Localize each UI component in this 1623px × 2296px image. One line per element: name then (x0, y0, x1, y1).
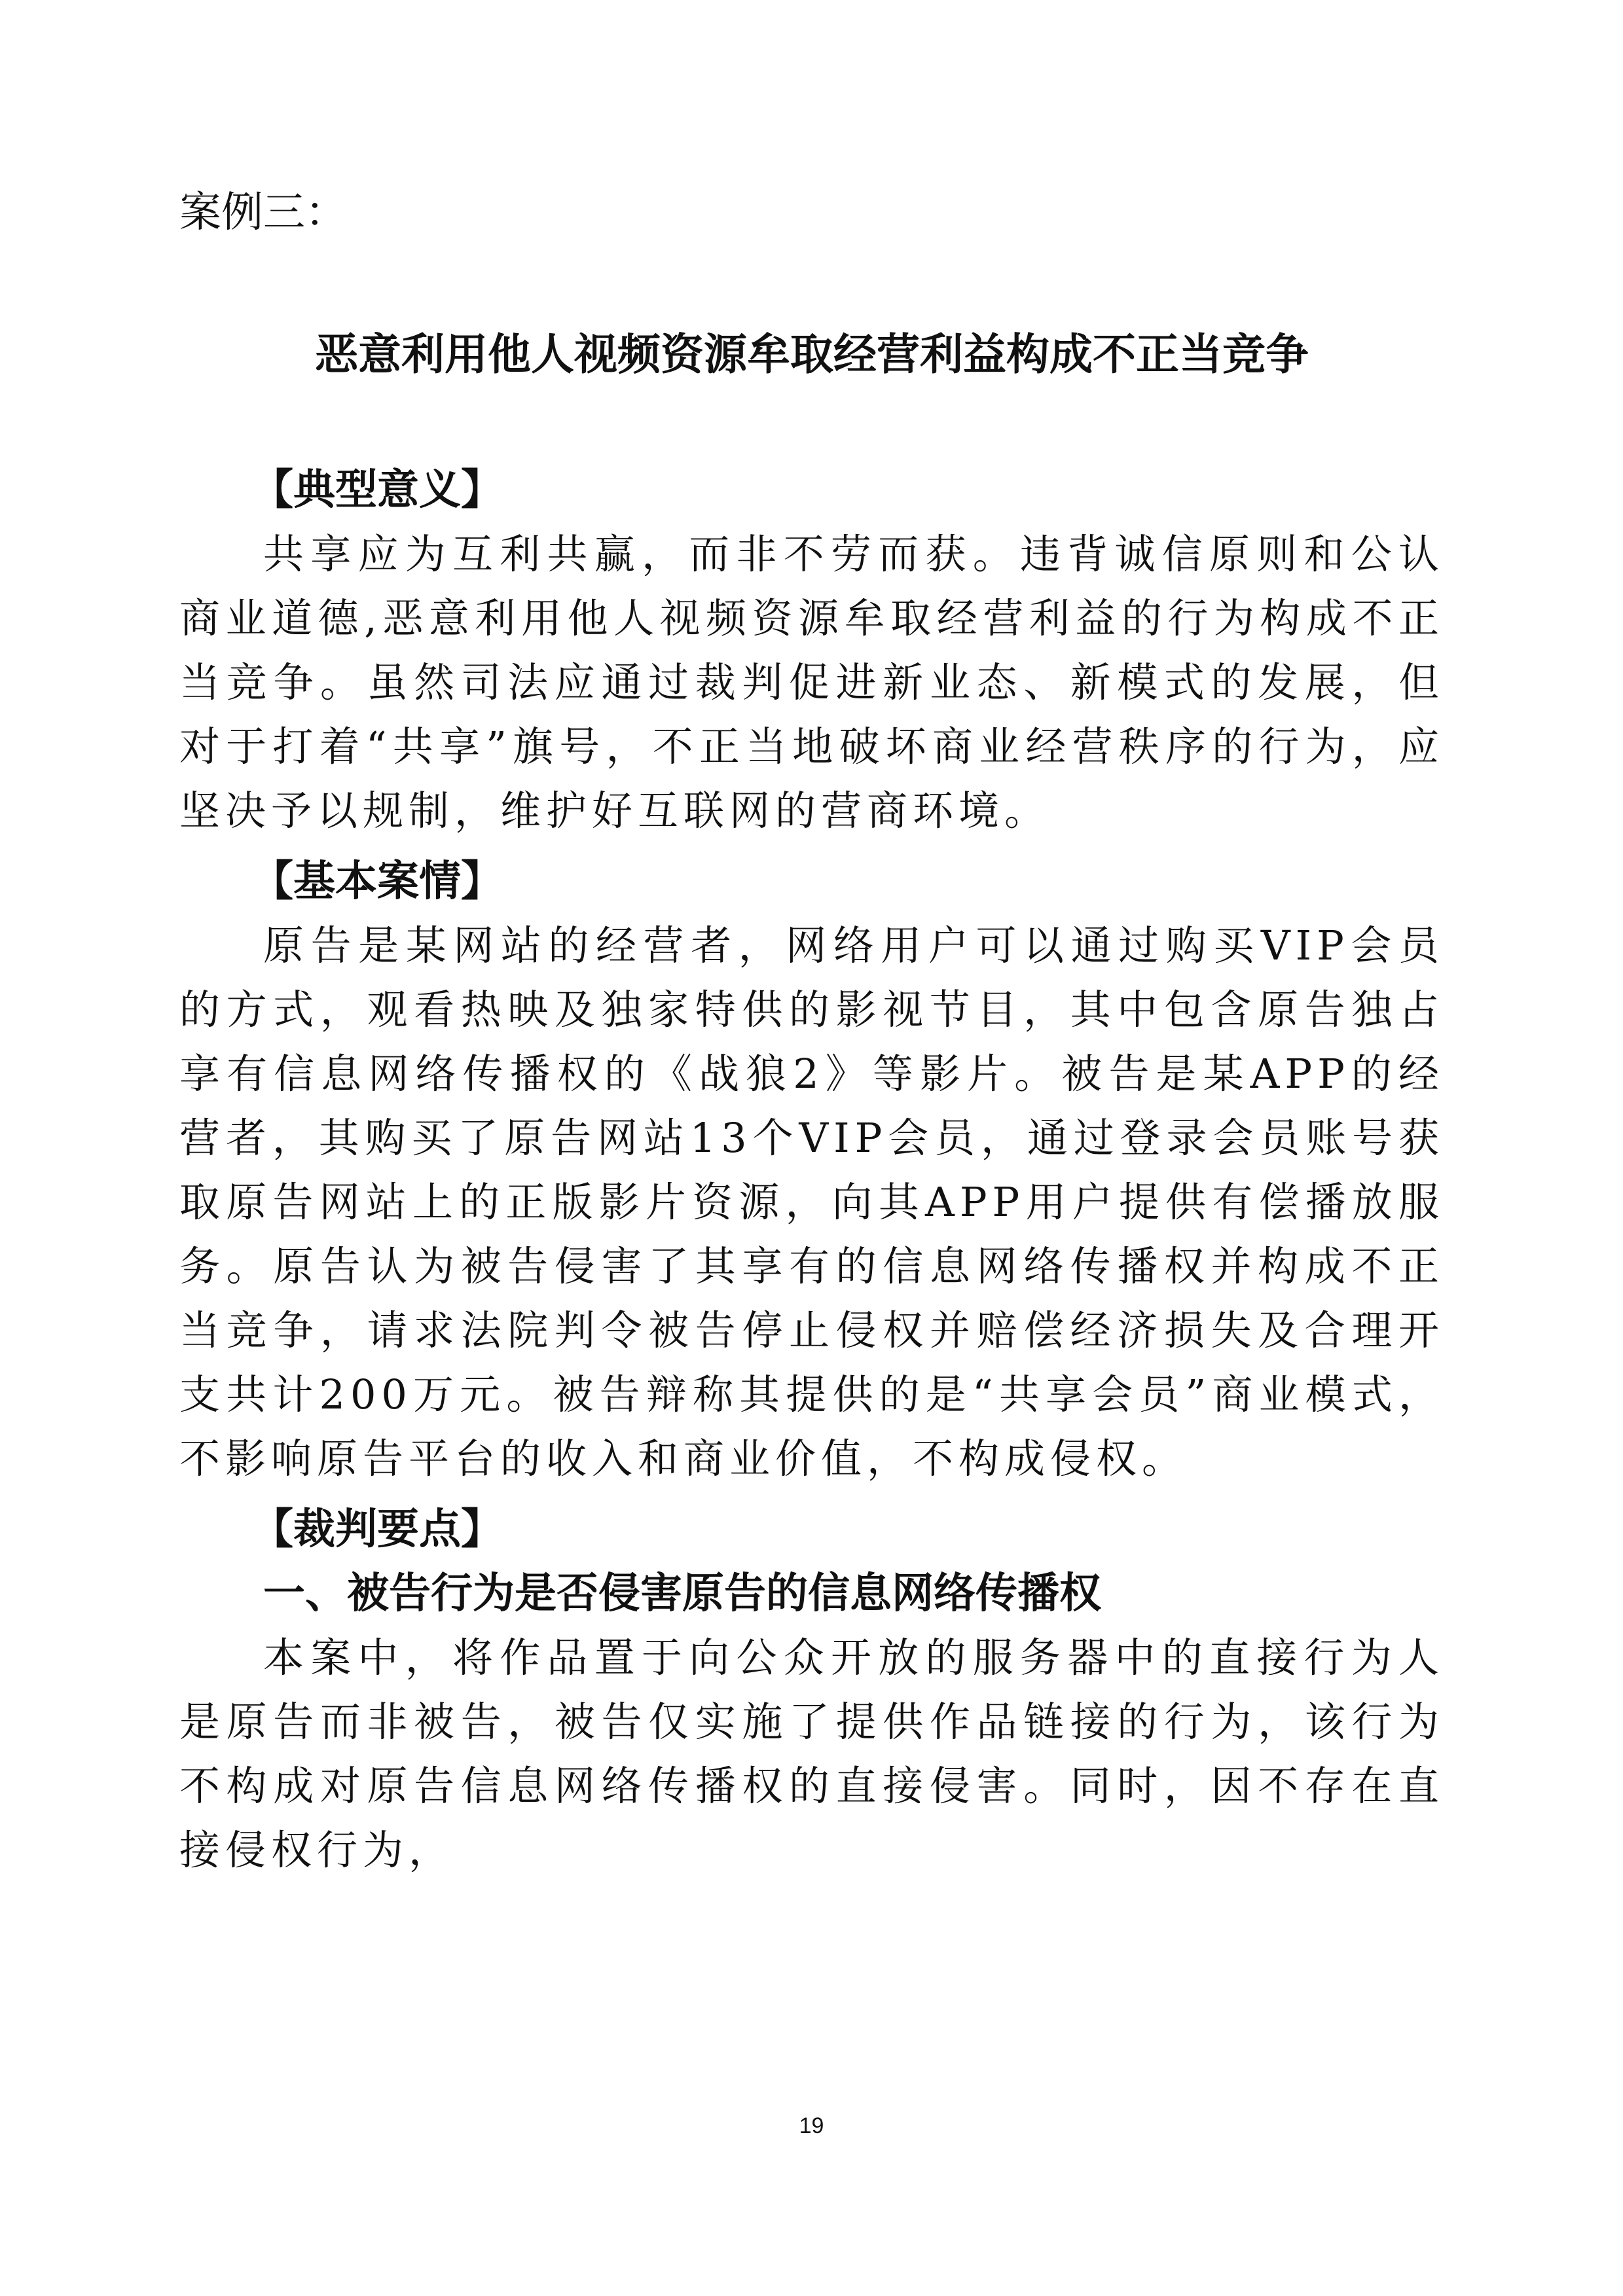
section-heading-significance: 【典型意义】 (251, 466, 503, 514)
document-title: 恶意利用他人视频资源牟取经营利益构成不正当竞争 (315, 329, 1309, 380)
judgment-subheading: 一、被告行为是否侵害原告的信息网络传播权 (263, 1570, 1101, 1618)
section-heading-judgment: 【裁判要点】 (251, 1505, 503, 1554)
significance-paragraph: 共享应为互利共赢，而非不劳而获。违背诚信原则和公认商业道德,恶意利用他人视频资源牟取经营利益的行为构成不正当竞争。虽然司法应通过裁判促进新业态、新模式的发展，但对于打着“共享”旗号，不正当地破坏商业经营秩序的行为，应坚决予以规制，维护好互联网的营商环境。 (179, 530, 1444, 834)
facts-paragraph: 原告是某网站的经营者，网络用户可以通过购买VIP会员的方式，观看热映及独家特供的影视节目，其中包含原告独占享有信息网络传播权的《战狼2》等影片。被告是某APP的经营者，其购买了原告网站13个VIP会员，通过登录会员账号获取原告网站上的正版影片资源，向其APP用户提供有偿播放服务。原告认为被告侵害了其享有的信息网络传播权并构成不正当竞争，请求法院判令被告停止侵权并赔偿经济损失及合理开支共计200万元。被告辩称其提供的是“共享会员”商业模式，不影响原告平台的收入和商业价值，不构成侵权。 (179, 922, 1444, 1482)
case-label: 案例三： (179, 188, 347, 237)
judgment-paragraph: 本案中，将作品置于向公众开放的服务器中的直接行为人是原告而非被告，被告仅实施了提供作品链接的行为，该行为不构成对原告信息网络传播权的直接侵害。同时，因不存在直接侵权行为， (179, 1634, 1444, 1874)
page-number: 19 (799, 2113, 824, 2138)
document-body (179, 458, 1444, 1882)
section-heading-facts: 【基本案情】 (251, 857, 503, 906)
